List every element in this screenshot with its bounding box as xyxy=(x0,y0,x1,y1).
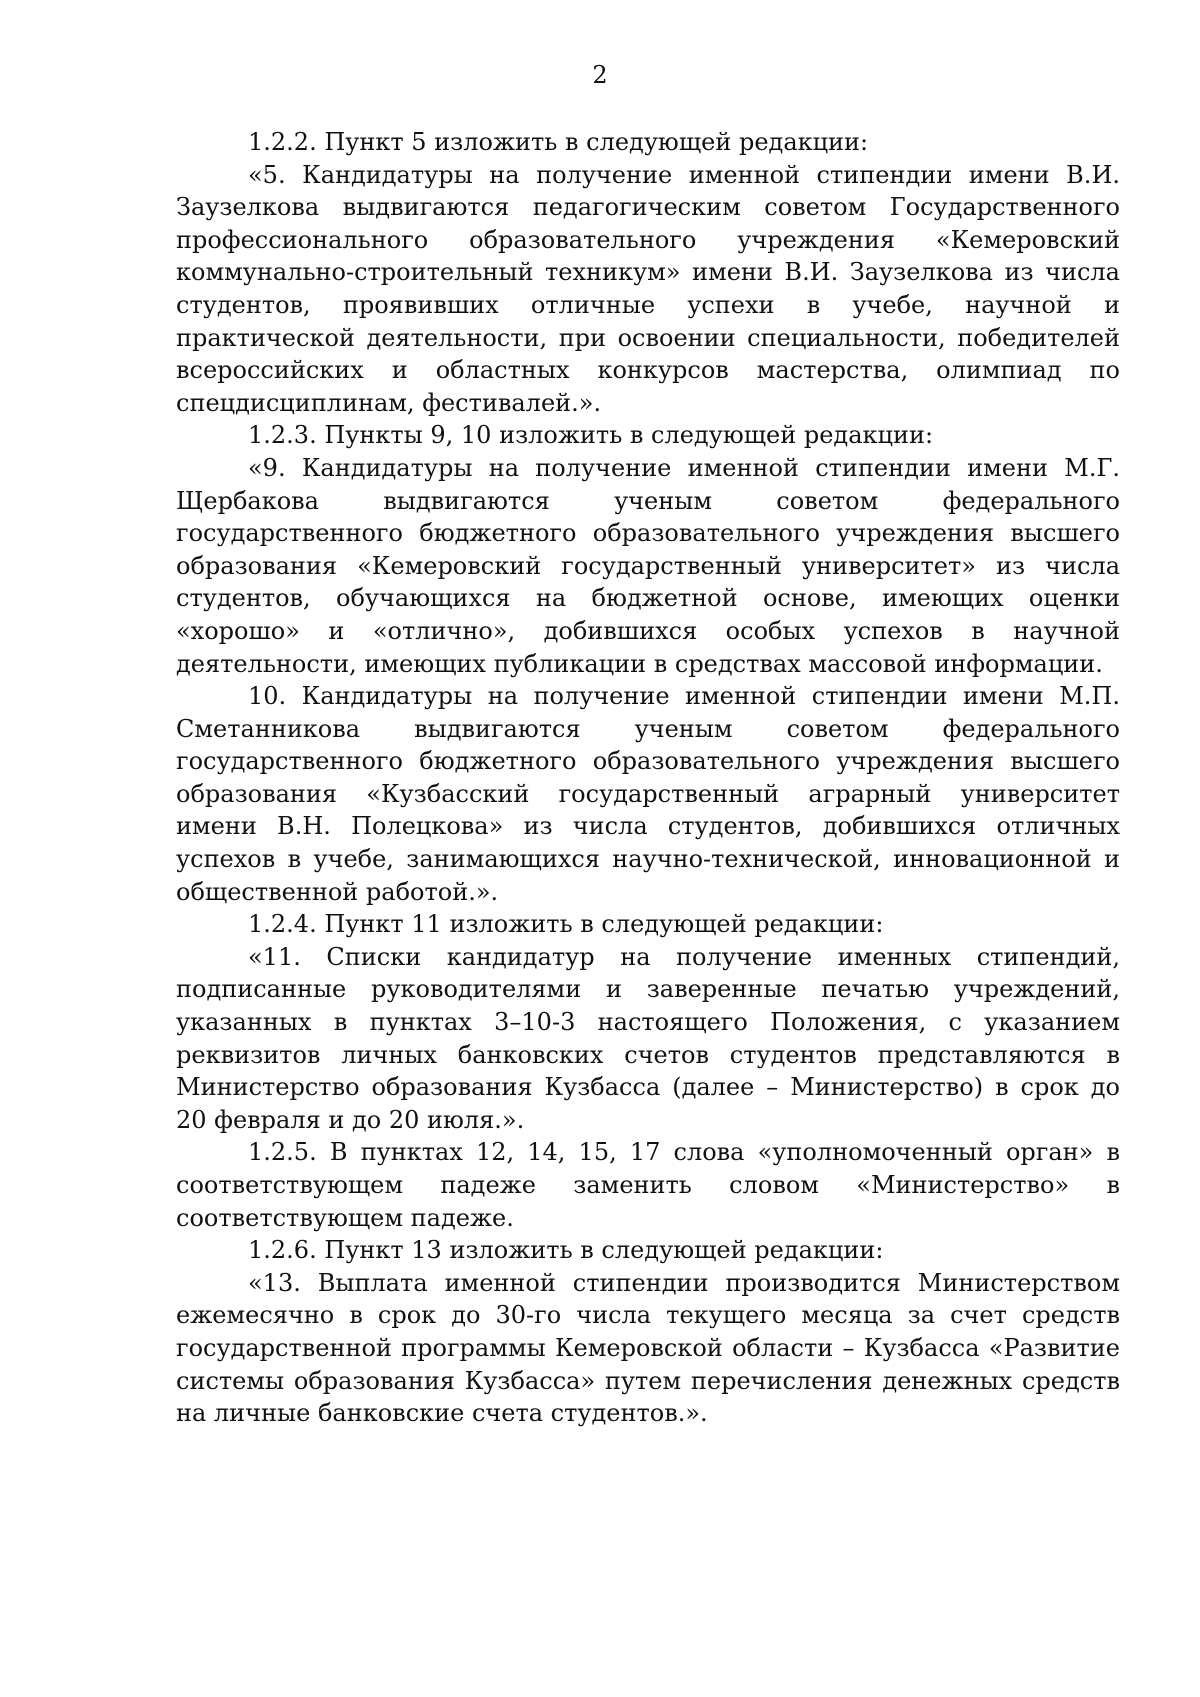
paragraph-1-2-6: 1.2.6. Пункт 13 изложить в следующей редакции: xyxy=(248,1236,884,1265)
document-body xyxy=(176,126,1120,1430)
paragraph-item-9: «9. Кандидатуры на получение именной стипендии имени М.Г. Щербакова выдвигаются ученым советом федерального государственного бюджетного образовательного учреждения высшего образования «Кемеровский государственный университет» из числа студентов, обучающихся на бюджетной основе, имеющих оценки «хорошо» и «отлично», добившихся особых успехов в научной деятельности, имеющих публикации в средствах массовой информации. xyxy=(176,453,1120,678)
paragraph-item-10: 10. Кандидатуры на получение именной стипендии имени М.П. Сметанникова выдвигаются ученым советом федерального государственного бюджетного образовательного учреждения высшего образования «Кузбасский государственный аграрный университет имени В.Н. Полецкова» из числа студентов, добившихся отличных успехов в учебе, занимающихся научно-технической, инновационной и общественной работой.». xyxy=(176,682,1120,906)
paragraph-item-11: «11. Списки кандидатур на получение именных стипендий, подписанные руководителями и заверенные печатью учреждений, указанных в пунктах 3–10-3 настоящего Положения, с указанием реквизитов личных банковских счетов студентов представляются в Министерство образования Кузбасса (далее – Министерство) в срок до 20 февраля и до 20 июля.». xyxy=(176,942,1120,1134)
paragraph-1-2-2: 1.2.2. Пункт 5 изложить в следующей редакции: xyxy=(248,128,869,156)
page-number: 2 xyxy=(592,61,608,89)
paragraph-1-2-4: 1.2.4. Пункт 11 изложить в следующей редакции: xyxy=(248,910,884,939)
paragraph-1-2-3: 1.2.3. Пункты 9, 10 изложить в следующей редакции: xyxy=(248,421,934,450)
paragraph-item-5: «5. Кандидатуры на получение именной стипендии имени В.И. Заузелкова выдвигаются педагогическим советом Государственного профессионального образовательного учреждения «Кемеровский коммунально-строительный техникум» имени В.И. Заузелкова из числа студентов, проявивших отличные успехи в учебе, научной и практической деятельности, при освоении специальности, победителей всероссийских и областных конкурсов мастерства, олимпиад по спецдисциплинам, фестивалей.». xyxy=(176,160,1120,417)
paragraph-item-13: «13. Выплата именной стипендии производится Министерством ежемесячно в срок до 30-го числа текущего месяца за счет средств государственной программы Кемеровской области – Кузбасса «Развитие системы образования Кузбасса» путем перечисления денежных средств на личные банковские счета студентов.». xyxy=(176,1268,1120,1428)
paragraph-1-2-5: 1.2.5. В пунктах 12, 14, 15, 17 слова «уполномоченный орган» в соответствующем падеже заменить словом «Министерство» в соответствующем падеже. xyxy=(176,1138,1120,1232)
